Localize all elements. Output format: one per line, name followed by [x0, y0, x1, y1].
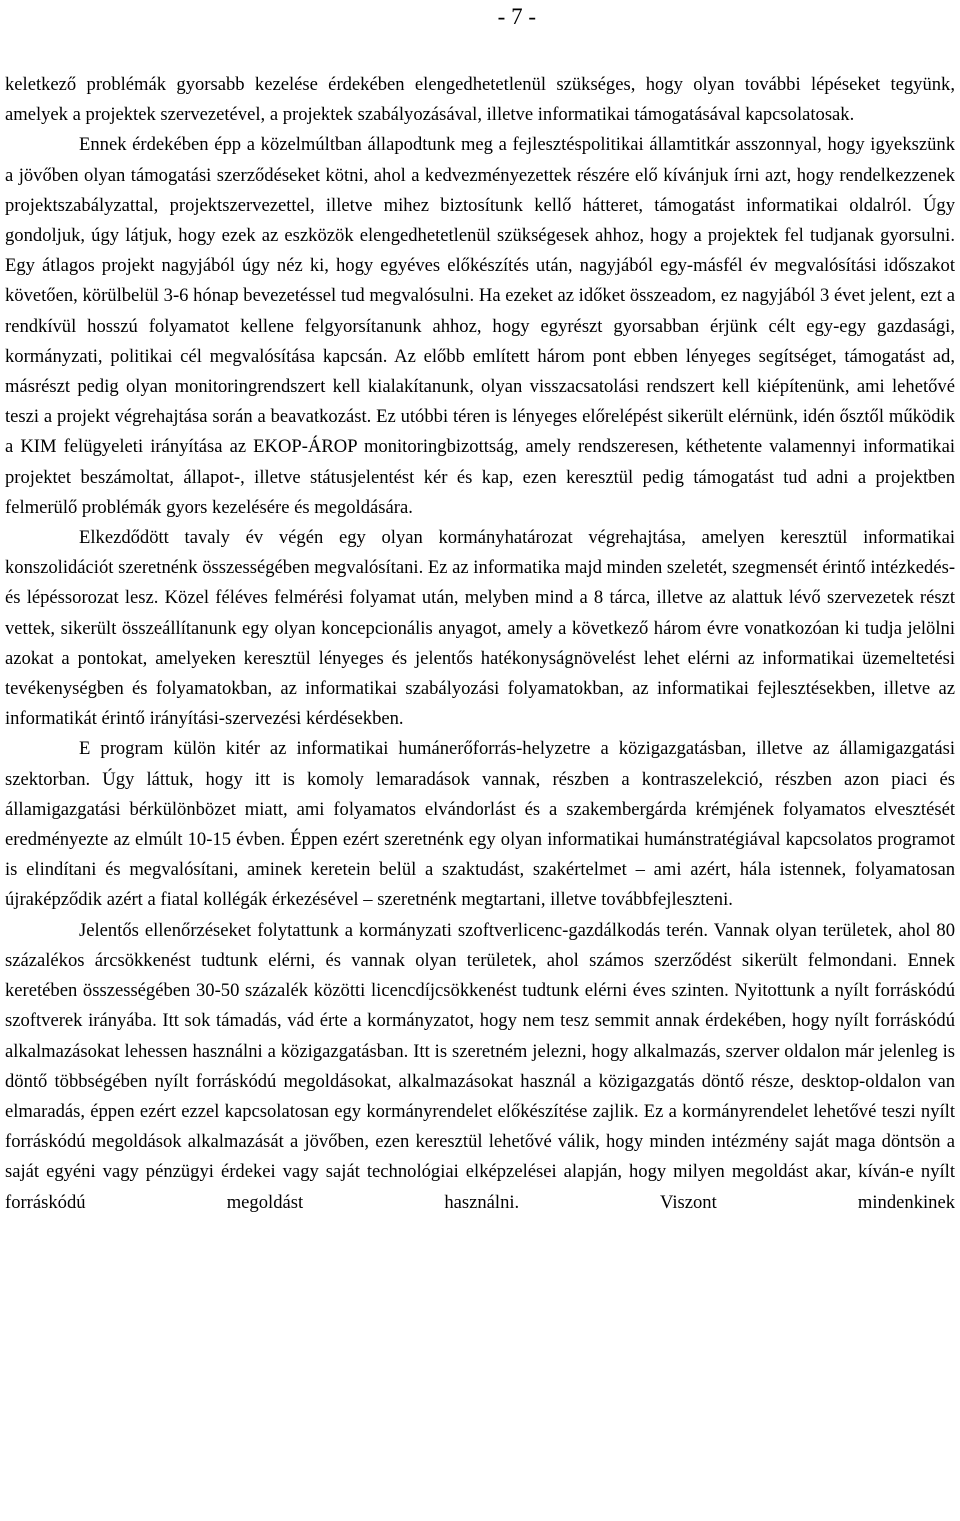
- paragraph-5: Jelentős ellenőrzéseket folytattunk a kormányzati szoftverlicenc-gazdálkodás terén. Vannak olyan területek, ahol 80 százalékos árcsökkenést tudtunk elérni, és vannak olyan területek, ahol számos szerződést sikerült felmondani. Ennek keretében összességében 30-50 százalék közötti licencdíjcsökkenést tudtunk elérni éves szinten. Nyitottunk a nyílt forráskódú szoftverek irányába. Itt sok támadás, vád érte a kormányzatot, hogy nem tesz semmit annak érdekében, hogy nyílt forráskódú alkalmazásokat lehessen használni a közigazgatásban. Itt is szeretném jelezni, hogy alkalmazás, szerver oldalon már jelenleg is döntő többségében nyílt forráskódú megoldásokat, alkalmazásokat használ a közigazgatás döntő része, desktop-oldalon van elmaradás, éppen ezért ezzel kapcsolatosan egy kormányrendelet előkészítése zajlik. Ez a kormányrendelet lehetővé teszi nyílt forráskódú megoldások alkalmazását a jövőben, ezen keresztül lehetővé válik, hogy minden intézmény saját maga döntsön a saját egyéni vagy pénzügyi érdekei vagy saját technológiai elképzelései alapján, hogy milyen megoldást akar, kíván-e nyílt forráskódú megoldást használni. Viszont mindenkinek: [5, 919, 955, 1213]
- paragraph-1: keletkező problémák gyorsabb kezelése érdekében elengedhetetlenül szükséges, hogy olyan további lépéseket tegyünk, amelyek a projektek szervezetével, a projektek szabályozásával, illetve informatikai támogatásával kapcsolatosak.: [5, 74, 955, 126]
- paragraph-2: Ennek érdekében épp a közelmúltban állapodtunk meg a fejlesztéspolitikai államtitkár asszonnyal, hogy igyekszünk a jövőben olyan támogatási szerződéseket kötni, ahol a kedvezményezettek részére elő kívánjuk írni azt, hogy rendelkezzenek projektszabályzattal, projektszervezettel, illetve mihez biztosítunk kellő hátteret, támogatást informatikai oldalról. Úgy gondoljuk, úgy látjuk, hogy ezek az eszközök elengedhetetlenül szükségesek ahhoz, hogy a projektek fel tudjanak gyorsulni. Egy átlagos projekt nagyjából úgy néz ki, hogy egyéves előkészítés után, nagyjából egy-másfél év megvalósítási időszakot követően, körülbelül 3-6 hónap bevezetéssel tud megvalósulni. Ha ezeket az időket összeadom, ez nagyjából 3 évet jelent, ezt a rendkívül hosszú folyamatot kellene felgyorsítanunk ahhoz, hogy egyrészt gyorsabban érjünk célt egy-egy gazdasági, kormányzati, politikai cél megvalósítása kapcsán. Az előbb említett három pont ebben lényeges segítséget, támogatást ad, másrészt pedig olyan monitoringrendszert kell kialakítanunk, olyan visszacsatolási rendszert kell kiépítenünk, ami lehetővé teszi a projekt végrehajtása során a beavatkozást. Ez utóbbi téren is lényeges előrelépést sikerült elérnünk, idén ősztől működik a KIM felügyeleti irányítása az EKOP-ÁROP monitoringbizottság, amely rendszeresen, kéthetente valamennyi informatikai projektet beszámoltat, állapot-, illetve státusjelentést kér és kap, ezen keresztül pedig támogatást tud adni a projektben felmerülő problémák gyors kezelésére és megoldására.: [5, 134, 955, 518]
- paragraph-3: Elkezdődött tavaly év végén egy olyan kormányhatározat végrehajtása, amelyen keresztül informatikai konszolidációt szeretnénk összességében megvalósítani. Ez az informatika majd minden szeletét, szegmensét érintő intézkedés- és lépéssorozat lesz. Közel féléves felmérési folyamat után, melyben mind a 8 tárca, illetve az alattuk lévő szervezetek részt vettek, sikerült összeállítanunk egy olyan koncepcionális anyagot, amely a következő három évre vonatkozóan ki tudja jelölni azokat a pontokat, amelyeken keresztül lényeges és jelentős hatékonyságnövelést lehet elérni az informatikai üzemeltetési tevékenységben és folyamatokban, az informatikai szabályozási folyamatokban, az informatikai fejlesztésekben, illetve az informatikát érintő irányítási-szervezési kérdésekben.: [5, 527, 956, 730]
- paragraph-4: E program külön kitér az informatikai humánerőforrás-helyzetre a közigazgatásban, illetve az államigazgatási szektorban. Úgy láttuk, hogy itt is komoly lemaradások vannak, részben a kontraszelekció, részben azon piaci és államigazgatási bérkülönbözet miatt, ami folyamatos elvándorlást és a szakembergárda krémjének folyamatos elvesztését eredményezte az elmúlt 10-15 évben. Éppen ezért szeretnénk egy olyan informatikai humánstratégiával kapcsolatos programot is elindítani és megvalósítani, aminek keretein belül a szaktudást, szakértelmet – ami azért, hála istennek, folyamatosan újraképződik azért a fiatal kollégák érkezésével – szeretnénk megtartani, illetve továbbfejleszteni.: [5, 738, 955, 911]
- page-number: - 7 -: [497, 4, 536, 29]
- document-body: [5, 70, 955, 1218]
